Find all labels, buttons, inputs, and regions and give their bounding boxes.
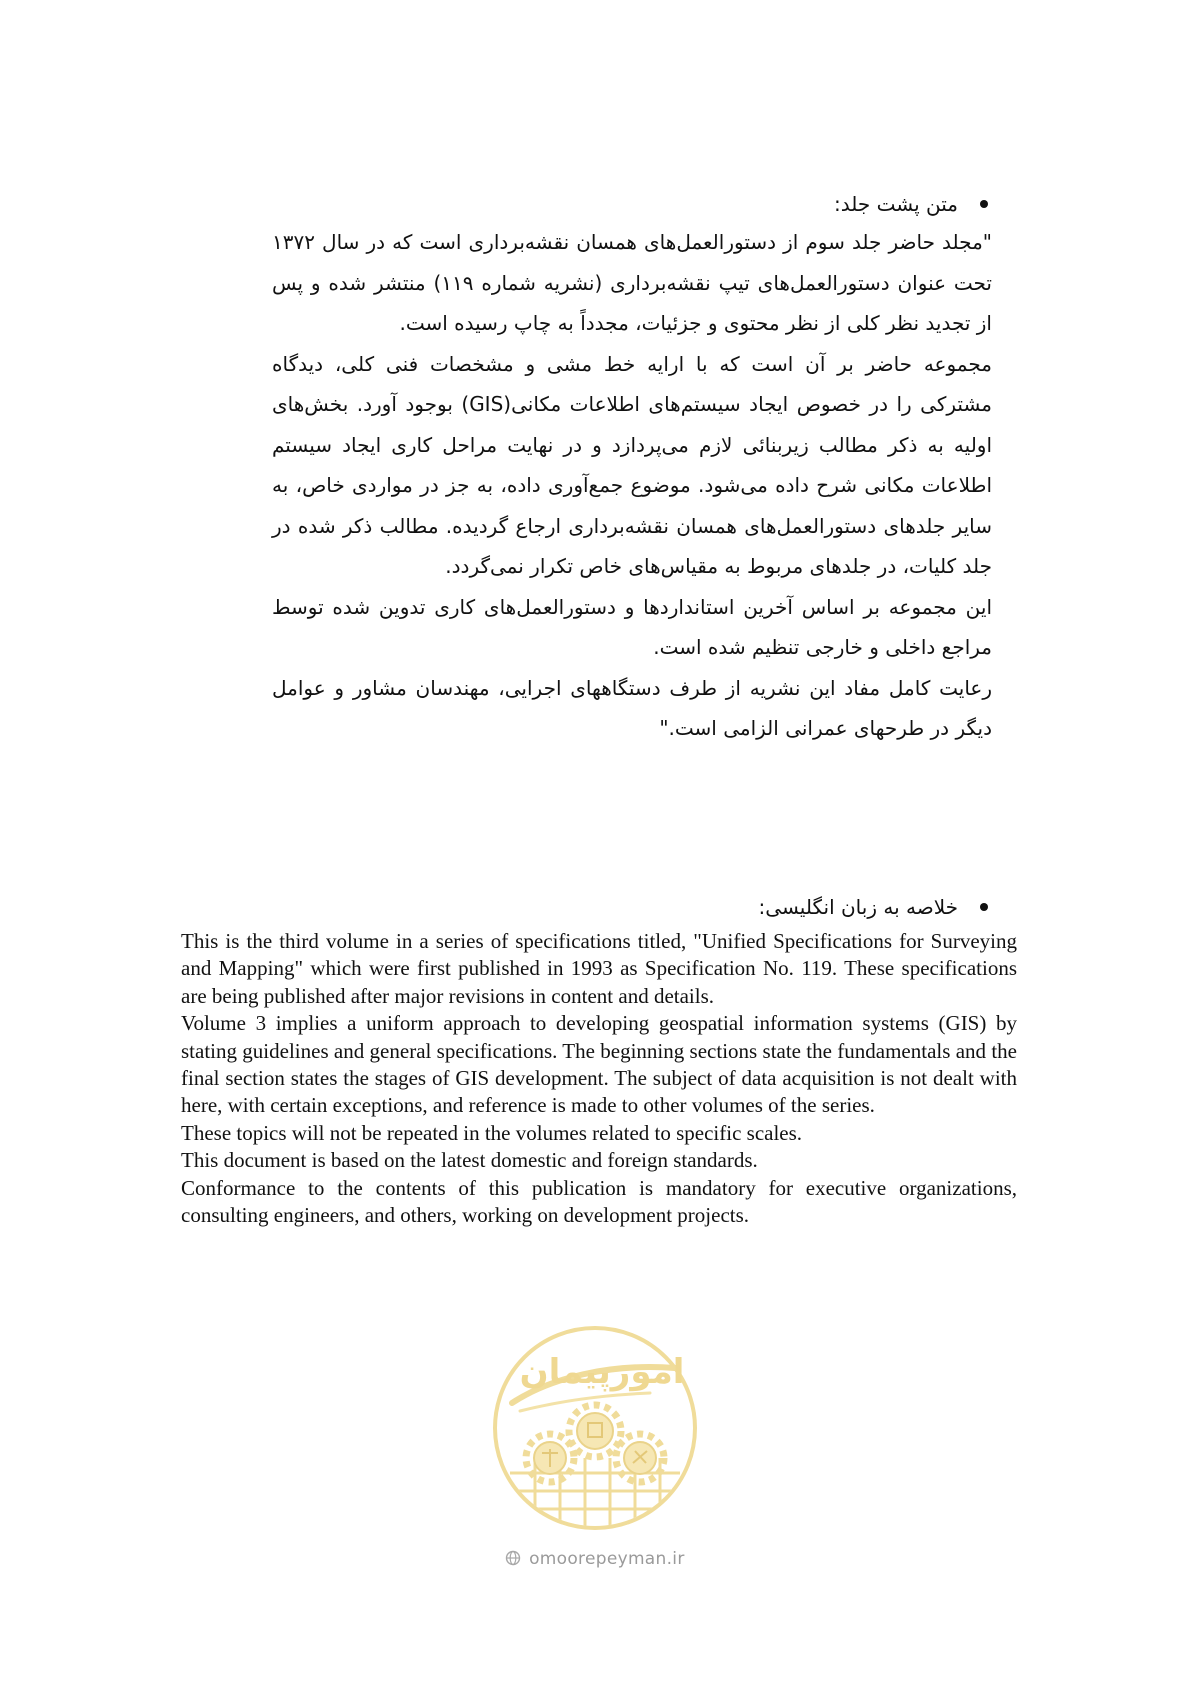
website-text: omoorepeyman.ir	[529, 1549, 685, 1569]
bullet-icon	[980, 903, 988, 911]
back-cover-paragraph: مجموعه حاضر بر آن است که با ارایه خط مشی و مشخصات فنی کلی، دیدگاه مشترکی را در خصوص ایجاد سیستم‌های اطلاعات مکانی(GIS) بوجود آورد. بخش‌های اولیه به ذکر مطالب زیربنائی لازم می‌پردازد و در نهایت مراحل کاری ایجاد سیستم اطلاعات مکانی شرح داده می‌شود. موضوع جمع‌آوری داده، به جز در مواردی خاص، به سایر جلدهای دستورالعمل‌های همسان نقشه‌برداری ارجاع گردیده. مطالب ذکر شده در جلد کلیات، در جلدهای مربوط به مقیاس‌های خاص تکرار نمی‌گردد.	[272, 351, 993, 578]
logo-text-overlay	[490, 1323, 700, 1533]
english-abstract-paragraph: Conformance to the contents of this publication is mandatory for executive organizations, consulting engineers, and others, working on development projects.	[181, 1175, 1017, 1228]
back-cover-paragraph: "مجلد حاضر جلد سوم از دستورالعمل‌های همسان نقشه‌برداری است که در سال ۱۳۷۲ تحت عنوان دستورالعمل‌های تیپ نقشه‌برداری (نشریه شماره ۱۱۹) منتشر شده و پس از تجدید نظر کلی از نظر محتوی و جزئیات، مجدداً به چاپ رسیده است.	[272, 230, 992, 335]
back-cover-heading-row	[252, 190, 992, 218]
logo-text: امورپیمان	[519, 1352, 685, 1392]
english-abstract-paragraph: These topics will not be repeated in the volumes related to specific scales.	[181, 1120, 803, 1145]
back-cover-body	[272, 222, 992, 749]
english-abstract-heading-section	[252, 893, 992, 921]
back-cover-paragraph: این مجموعه بر اساس آخرین استانداردها و دستورالعمل‌های کاری تدوین شده توسط مراجع داخلی و خارجی تنظیم شده است.	[272, 594, 992, 659]
back-cover-paragraph: رعایت کامل مفاد این نشریه از طرف دستگاههای اجرایی، مهندسان مشاور و عوامل دیگر در طرحهای عمرانی الزامی است."	[272, 675, 992, 740]
back-cover-heading: متن پشت جلد:	[834, 192, 958, 216]
globe-icon	[505, 1550, 521, 1566]
english-abstract-paragraph: Volume 3 implies a uniform approach to developing geospatial information systems (GIS) by stating guidelines and general specifications. The beginning sections state the fundamentals and the final section states the stages of GIS development. The subject of data acquisition is not dealt with here, with certain exceptions, and reference is made to other volumes of the series.	[181, 1011, 1017, 1118]
english-abstract-paragraph: This is the third volume in a series of specifications titled, "Unified Specifications for Surveying and Mapping" which were first published in 1993 as Specification No. 119. These specifications are being published after major revisions in content and details.	[181, 929, 1017, 1008]
english-abstract-body	[181, 928, 1017, 1229]
english-abstract-paragraph: This document is based on the latest domestic and foreign standards.	[181, 1148, 758, 1173]
back-cover-section	[252, 190, 992, 749]
watermark-website	[470, 1549, 720, 1569]
english-abstract-heading: خلاصه به زبان انگلیسی:	[758, 895, 958, 919]
english-abstract-heading-row	[252, 893, 992, 921]
bullet-icon	[980, 200, 988, 208]
watermark-logo	[490, 1323, 700, 1533]
